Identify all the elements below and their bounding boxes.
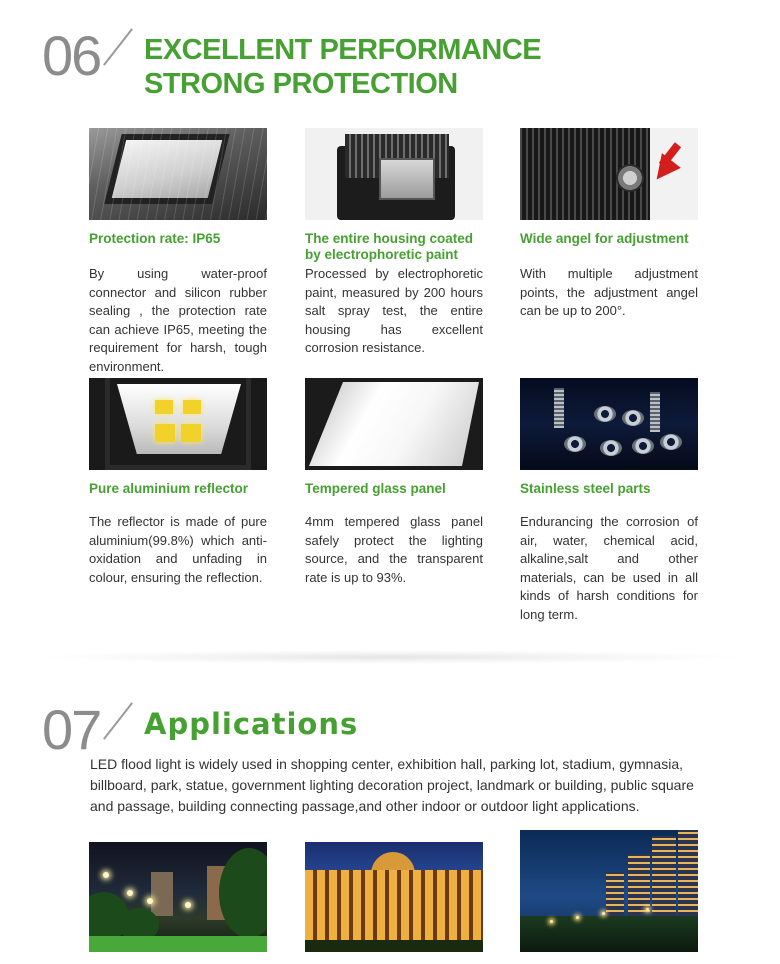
- feature-title: Tempered glass panel: [305, 481, 446, 496]
- feature-glass: [305, 378, 483, 587]
- feature-title: Wide angel for adjustment: [520, 231, 689, 246]
- feature-title: Pure aluminium reflector: [89, 481, 249, 496]
- feature-text: By using water-proof connector and silicon rubber sealing , the protection rate can achieve IP65, meeting the requirement for harsh, tough environment.: [89, 266, 267, 374]
- feature-title: Protection rate: IP65: [89, 231, 221, 246]
- adjustment-photo: [520, 128, 698, 220]
- housing-photo: [305, 128, 483, 220]
- palace-photo: [305, 842, 483, 952]
- feature-adjustment: [520, 128, 698, 321]
- reflector-photo: [89, 378, 267, 470]
- feature-housing: [305, 128, 483, 358]
- feature-reflector: [89, 378, 267, 587]
- section-slash-07: [103, 702, 133, 739]
- feature-steel: [520, 378, 698, 624]
- feature-title: Stainless steel parts: [520, 481, 651, 496]
- section-number-06: 06: [42, 24, 101, 87]
- feature-title: The entire housing coated by electrophoretic paint: [305, 231, 474, 262]
- feature-text: With multiple adjustment points, the adjustment angel can be up to 200°.: [520, 266, 698, 318]
- section-heading-applications: Applications: [144, 707, 359, 741]
- section-slash-06: [103, 28, 133, 65]
- feature-text: The reflector is made of pure aluminium(99.8%) which anti-oxidation and unfading in colour, ensuring the reflection.: [89, 514, 267, 585]
- city-night-photo: [520, 830, 698, 952]
- waterproof-photo: [89, 128, 267, 220]
- feature-text: 4mm tempered glass panel safely protect the lighting source, and the transparent rate is up to 93%.: [305, 514, 483, 585]
- section-divider: [40, 650, 740, 664]
- section-number-07: 07: [42, 698, 101, 761]
- steel-parts-photo: [520, 378, 698, 470]
- feature-ip65: [89, 128, 267, 376]
- feature-text: Endurancing the corrosion of air, water, chemical acid, alkaline,salt and other materials, can be used in all kinds of harsh conditions for long term.: [520, 514, 698, 622]
- section-heading-06-line1: EXCELLENT PERFORMANCE: [144, 34, 542, 66]
- section-heading-06-line2: STRONG PROTECTION: [144, 68, 458, 100]
- applications-text: LED flood light is widely used in shopping center, exhibition hall, parking lot, stadium, gymnasia, billboard, park, statue, government lighting decoration project, landmark or building, public square and passage, building connecting passage,and other indoor or outdoor light applications.: [90, 756, 694, 814]
- glass-panel-photo: [305, 378, 483, 470]
- feature-text: Processed by electrophoretic paint, measured by 200 hours salt spray test, the entire housing has excellent corrosion resistance.: [305, 266, 483, 355]
- stadium-photo: [89, 842, 267, 952]
